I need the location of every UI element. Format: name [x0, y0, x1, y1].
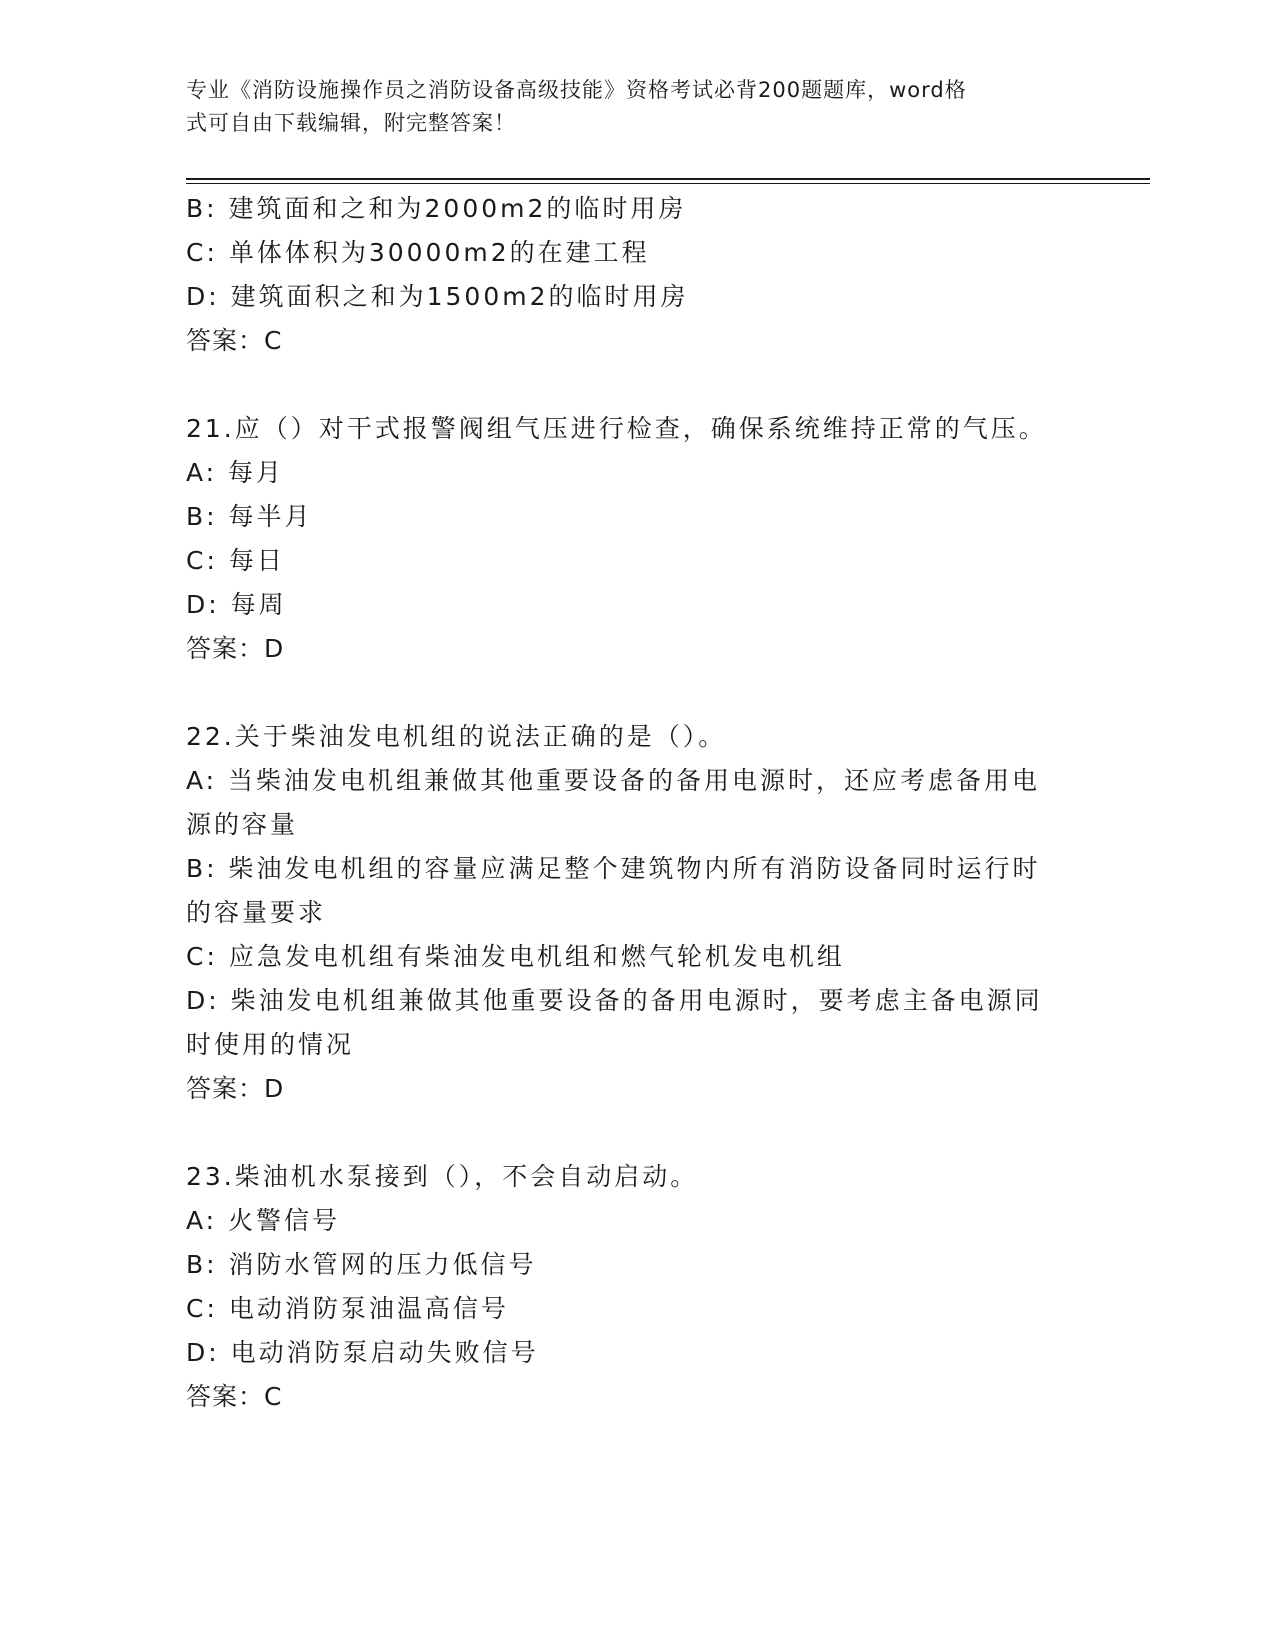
q22-option-b-line2: 的容量要求: [186, 898, 327, 927]
q22-stem: 22.关于柴油发电机组的说法正确的是（）。: [186, 722, 727, 751]
document-header: [186, 74, 1066, 140]
q22-option-a-line1: A: 当柴油发电机组兼做其他重要设备的备用电源时，还应考虑备用电: [186, 766, 1041, 795]
q23-stem: 23.柴油机水泵接到（），不会自动启动。: [186, 1162, 699, 1191]
q22-answer: 答案：D: [186, 1074, 285, 1103]
q22-option-d-line2: 时使用的情况: [186, 1030, 355, 1059]
q20-option-b: B: 建筑面和之和为2000m2的临时用房: [186, 194, 687, 223]
header-divider-thick: [186, 178, 1150, 180]
q22-option-b-line1: B: 柴油发电机组的容量应满足整个建筑物内所有消防设备同时运行时: [186, 854, 1041, 883]
q23-option-c: C: 电动消防泵油温高信号: [186, 1294, 509, 1323]
q22-option-d-line1: D: 柴油发电机组兼做其他重要设备的备用电源时，要考虑主备电源同: [186, 986, 1043, 1015]
q20-answer: 答案：C: [186, 326, 283, 355]
q22-option-c: C: 应急发电机组有柴油发电机组和燃气轮机发电机组: [186, 942, 845, 971]
q21-option-b: B: 每半月: [186, 502, 313, 531]
header-divider-thin: [186, 183, 1150, 184]
q21-option-a: A: 每月: [186, 458, 285, 487]
q23-option-d: D: 电动消防泵启动失败信号: [186, 1338, 539, 1367]
header-line-1: 专业《消防设施操作员之消防设备高级技能》资格考试必背200题题库，word格: [186, 78, 967, 102]
q23-option-b: B: 消防水管网的压力低信号: [186, 1250, 537, 1279]
header-line-2: 式可自由下载编辑，附完整答案！: [186, 111, 516, 135]
q20-option-c: C: 单体体积为30000m2的在建工程: [186, 238, 650, 267]
q23-option-a: A: 火警信号: [186, 1206, 341, 1235]
q21-option-d: D: 每周: [186, 590, 287, 619]
q22-option-a-line2: 源的容量: [186, 810, 299, 839]
q21-answer: 答案：D: [186, 634, 285, 663]
q20-option-d: D: 建筑面积之和为1500m2的临时用房: [186, 282, 689, 311]
q23-answer: 答案：C: [186, 1382, 283, 1411]
q21-option-c: C: 每日: [186, 546, 285, 575]
q21-stem: 21.应（）对干式报警阀组气压进行检查，确保系统维持正常的气压。: [186, 414, 1047, 443]
